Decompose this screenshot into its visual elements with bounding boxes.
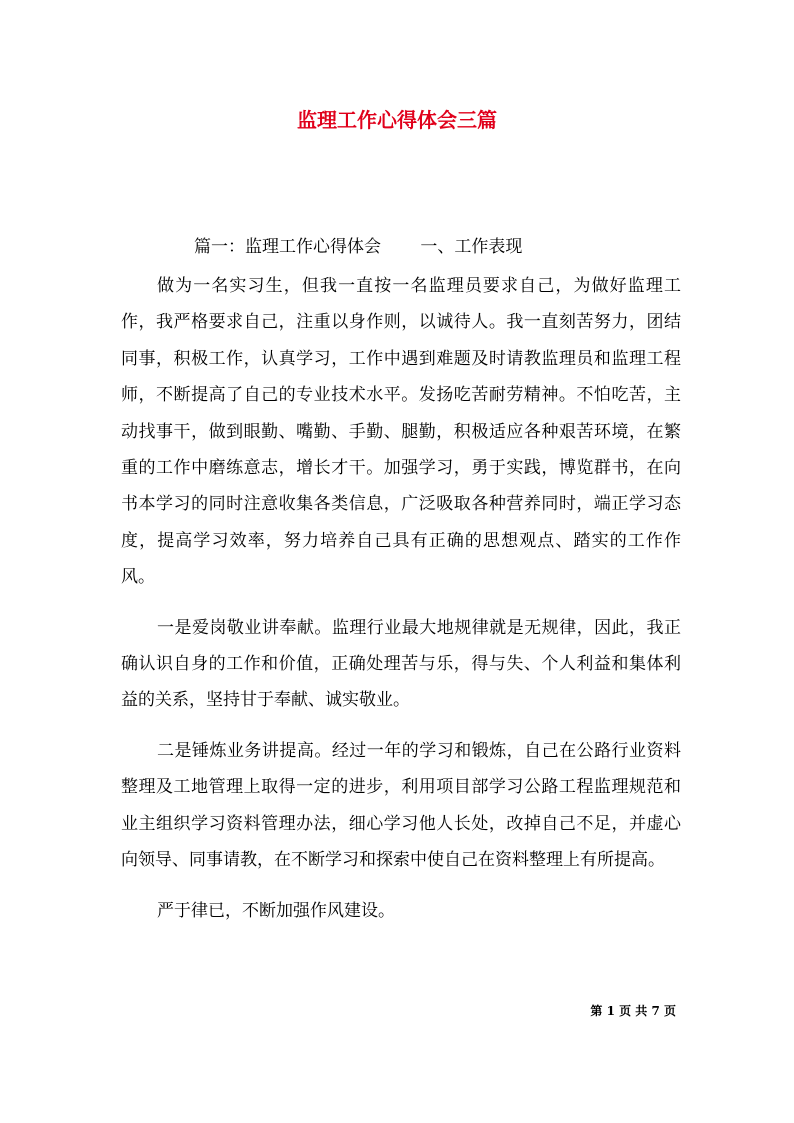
page-number-footer: 第 1 页 共 7 页 — [590, 1004, 676, 1018]
document-body — [121, 268, 681, 929]
body-paragraph-2: 一是爱岗敬业讲奉献。监理行业最大地规律就是无规律，因此，我正确认识自身的工作和价值，正确处理苦与乐，得与失、个人利益和集体利益的关系，坚持甘于奉献、诚实敬业。 — [121, 617, 681, 711]
section-heading: 篇一：监理工作心得体会 一、工作表现 — [194, 237, 523, 257]
document-title: 监理工作心得体会三篇 — [297, 108, 497, 132]
body-paragraph-3: 二是锤炼业务讲提高。经过一年的学习和锻炼，自己在公路行业资料整理及工地管理上取得一定的进步，利用项目部学习公路工程监理规范和业主组织学习资料管理办法，细心学习他人长处，改掉自己不足，并虚心向领导、同事请教，在不断学习和探索中使自己在资料整理上有所提高。 — [121, 740, 681, 871]
body-paragraph-4: 严于律已，不断加强作风建设。 — [157, 900, 395, 921]
body-paragraph-1: 做为一名实习生，但我一直按一名监理员要求自己，为做好监理工作，我严格要求自己，注重以身作则，以诚待人。我一直刻苦努力，团结同事，积极工作，认真学习，工作中遇到难题及时请教监理员和监理工程师，不断提高了自己的专业技术水平。发扬吃苦耐劳精神。不怕吃苦，主动找事干，做到眼勤、嘴勤、手勤、腿勤，积极适应各种艰苦环境，在繁重的工作中磨练意志，增长才干。加强学习，勇于实践，博览群书，在向书本学习的同时注意收集各类信息，广泛吸取各种营养同时，端正学习态度，提高学习效率，努力培养自己具有正确的思想观点、踏实的工作作风。 — [121, 276, 681, 588]
